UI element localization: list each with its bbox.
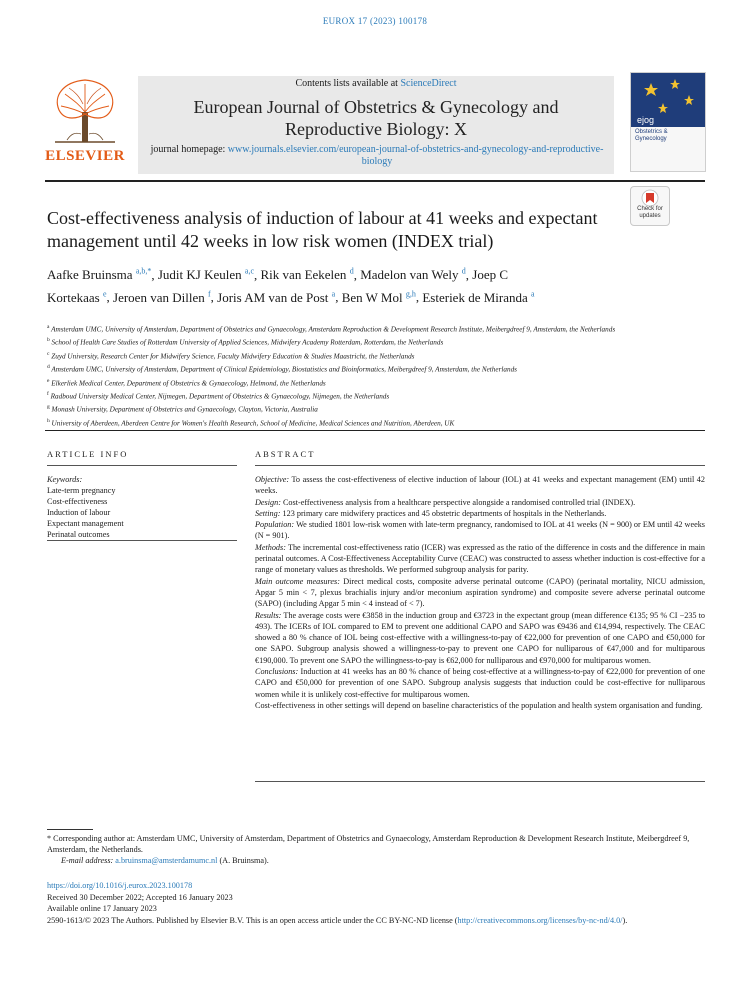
keyword: Expectant management xyxy=(47,519,124,528)
keyword: Late-term pregnancy xyxy=(47,486,116,495)
abstract-section: Main outcome measures: Direct medical costs, composite adverse perinatal outcome (CAPO) (perinatal mortality, NICU admission, Apgar 5 min < 7, plexus brachialis injury and/or meconium aspiration syndrome) and composite severe adverse perinatal outcome (SAPO) (including Apgar 5 min < 4 instead of < 7). xyxy=(255,576,705,609)
keyword: Induction of labour xyxy=(47,508,111,517)
abstract-section: Methods: The incremental cost-effectiveness ratio (ICER) was expressed as the ratio of the difference in costs and the difference in main perinatal outcomes. A Cost-Effectiveness Acceptability Curve (CEAC) was constructed to assess whether induction is cost-effective for a range of monetary values as thresholds. We performed subgroup analysis for parity. xyxy=(255,542,705,575)
contents-line: Contents lists available at ScienceDirect xyxy=(295,78,457,89)
keyword: Perinatal outcomes xyxy=(47,530,110,539)
available-online: Available online 17 January 2023 xyxy=(47,904,157,913)
author[interactable]: Madelon van Wely $^d$ xyxy=(360,267,466,283)
abstract-section: Objective: To assess the cost-effectiveness of elective induction of labour (IOL) at 41 weeks and expectant management (EM) until 42 weeks. xyxy=(255,475,705,496)
abstract-section: Design: Cost-effectiveness analysis from a healthcare perspective alongside a randomised controlled trial (INDEX). xyxy=(255,497,636,507)
affiliation: $^f$ Radboud University Medical Center, Nijmegen, Department of Obstetrics & Gynaecology, Nijmegen, the Netherlands xyxy=(47,390,390,401)
author[interactable]: Joep C Kortekaas $^e$ xyxy=(47,267,509,305)
doi-link[interactable]: https://doi.org/10.1016/j.eurox.2023.100178 xyxy=(47,881,193,890)
abstract-section: Population: We studied 1801 low-risk women with late-term pregnancy, randomised to IOL at 41 weeks (N = 900) or EM until 42 weeks (N = 901). xyxy=(255,520,705,541)
affiliation: $^g$ Monash University, Department of Obstetrics and Gynaecology, Clayton, Victoria, Australia xyxy=(47,404,318,414)
sciencedirect-link[interactable]: ScienceDirect xyxy=(400,78,457,89)
publication-info xyxy=(47,880,705,926)
article-info-heading: ARTICLE INFO xyxy=(47,449,129,459)
author[interactable]: Aafke Bruinsma $^{a,b,*}$ xyxy=(47,267,152,283)
abstract-section: Conclusions: Induction at 41 weeks has an 80 % chance of being cost-effective at a willingness-to-pay of €22,000 for prevention of one CAPO and €50,000 for prevention of one SAPO. Subgroup analysis suggests that induction could be cost-effective for nulliparous women while it is unlikely cost-effective for multiparous women. xyxy=(255,667,706,699)
bookmark-icon xyxy=(631,187,669,207)
affiliation: $^c$ Zuyd University, Research Center for Midwifery Science, Faculty Midwifery Education & Studies Maastricht, the Netherlands xyxy=(47,350,415,361)
keywords-block xyxy=(47,474,237,540)
author-email-link[interactable]: a.bruinsma@amsterdamumc.nl xyxy=(115,856,218,865)
abstract-rule xyxy=(255,465,705,466)
author[interactable]: Jeroen van Dillen $^f$ xyxy=(113,289,211,305)
article-title: Cost-effectiveness analysis of induction of labour at 41 weeks and expectant management until 42 weeks in low risk women (INDEX trial) xyxy=(47,208,598,251)
abstract-body xyxy=(255,474,705,711)
check-for-updates-label: Check for updates xyxy=(637,206,663,219)
elsevier-logo-text: ELSEVIER xyxy=(45,148,125,164)
license-statement: 2590-1613/© 2023 The Authors. Published by Elsevier B.V. This is an open access article under the CC BY-NC-ND license (http://creativecommons.org/licenses/by-nc-nd/4.0/). xyxy=(47,915,628,925)
author[interactable]: Rik van Eekelen $^d$ xyxy=(260,267,354,283)
article-info-rule xyxy=(47,465,237,466)
svg-text:ejog: ejog xyxy=(637,115,655,125)
affiliation: $^a$ Amsterdam UMC, University of Amsterdam, Department of Obstetrics and Gynaecology, Amsterdam Reproduction & Development Research Institute, Meibergdreef 9, Amsterdam, the Netherlands xyxy=(47,324,616,334)
abstract-section: Results: The average costs were €3858 in the induction group and €3723 in the expectant group (mean difference €135; 95 % CI −235 to 493). The ICERs of IOL compared to EM to prevent one additional CAPO and SAPO was €9436 and €14,994, respectively. The CEAC showed a 80 % chance of IOL being cost-effective with a willingness-to-pay of €22,000 for prevention of one CAPO and €50,000 for one SAPO. Subgroup analysis showed a willingness-to-pay to prevent one CAPO for nulliparous of €47,000 and for multiparous €190,000. To prevent one SAPO the willingness-to-pay is €62,000 for nulliparous and €970,000 for multiparous women. xyxy=(255,610,705,665)
journal-homepage-link[interactable]: www.journals.elsevier.com/european-journal-of-obstetrics-and-gynecology-and-reproductive-biology xyxy=(227,144,604,167)
license-link[interactable]: http://creativecommons.org/licenses/by-nc-nd/4.0/ xyxy=(457,915,623,925)
received-dates: Received 30 December 2022; Accepted 16 January 2023 xyxy=(47,892,233,902)
footnote-rule xyxy=(47,829,93,830)
affiliation: $^b$ School of Health Care Studies of Rotterdam University of Applied Sciences, Midwifery Academy Rotterdam, Rotterdam, the Netherlands xyxy=(47,337,444,347)
corresponding-author-footnote: * Corresponding author at: Amsterdam UMC, University of Amsterdam, Department of Obstetrics and Gynaecology, Amsterdam Reproduction & Development Research Institute, Meibergdreef 9, Amsterdam, the Netherlands. E-mail address: a.bruinsma@amsterdamumc.nl (A. Bruinsma). xyxy=(47,834,690,865)
abstract-section: Setting: 123 primary care midwifery practices and 45 obstetric departments of hospitals in the Netherlands. xyxy=(255,508,607,518)
affiliation: $^e$ Elkerliek Medical Center, Department of Obstetrics & Gynaecology, Helmond, the Netherlands xyxy=(47,377,326,387)
author[interactable]: Joris AM van de Post $^a$ xyxy=(217,289,336,305)
article-info-bottom-rule xyxy=(47,540,237,541)
author[interactable]: Esteriek de Miranda $^a$ xyxy=(422,289,535,305)
abstract-heading: ABSTRACT xyxy=(255,449,316,459)
journal-cover-thumbnail[interactable]: ejog Obstetrics & Gynecology xyxy=(630,72,706,172)
header-rule xyxy=(45,180,705,182)
journal-reference[interactable]: EUROX 17 (2023) 100178 xyxy=(322,16,428,26)
affiliation: $^h$ University of Aberdeen, Aberdeen Centre for Women's Health Research, School of Medicine, Medical Sciences and Nutrition, Aberdeen, UK xyxy=(47,417,455,428)
author[interactable]: Judit KJ Keulen $^{a,c}$ xyxy=(157,267,255,283)
keyword: Cost-effectiveness xyxy=(47,497,108,506)
keywords-label: Keywords: xyxy=(47,475,83,484)
abstract-bottom-rule xyxy=(255,781,705,782)
journal-homepage: journal homepage: www.journals.elsevier.com/european-journal-of-obstetrics-and-gynecology-and-reproductive-biology xyxy=(150,144,604,167)
author-list: Aafke Bruinsma $^{a,b,*}$, Judit KJ Keulen $^{a,c}$, Rik van Eekelen $^d$, Madelon van Wely $^d$, Joep C Kortekaas $^e$, Jeroen van Dillen $^f$, Joris AM van de Post $^a$, Ben W Mol $^{g,h}$, Esteriek de Miranda $^a$ xyxy=(47,267,535,305)
section-rule xyxy=(45,430,705,431)
journal-title: European Journal of Obstetrics & Gynecology and Reproductive Biology: X xyxy=(193,97,559,139)
affiliation: $^d$ Amsterdam UMC, University of Amsterdam, Department of Clinical Epidemiology, Biostatistics and Bioinformatics, Meibergdreef 9, Amsterdam, the Netherlands xyxy=(47,364,517,374)
author[interactable]: Ben W Mol $^{g,h}$ xyxy=(341,289,416,305)
abstract-section: Cost-effectiveness in other settings will depend on baseline characteristics of the population and health system organisation and funding. xyxy=(255,700,703,710)
affiliation-list xyxy=(47,322,647,429)
cover-stars-icon xyxy=(631,73,705,127)
